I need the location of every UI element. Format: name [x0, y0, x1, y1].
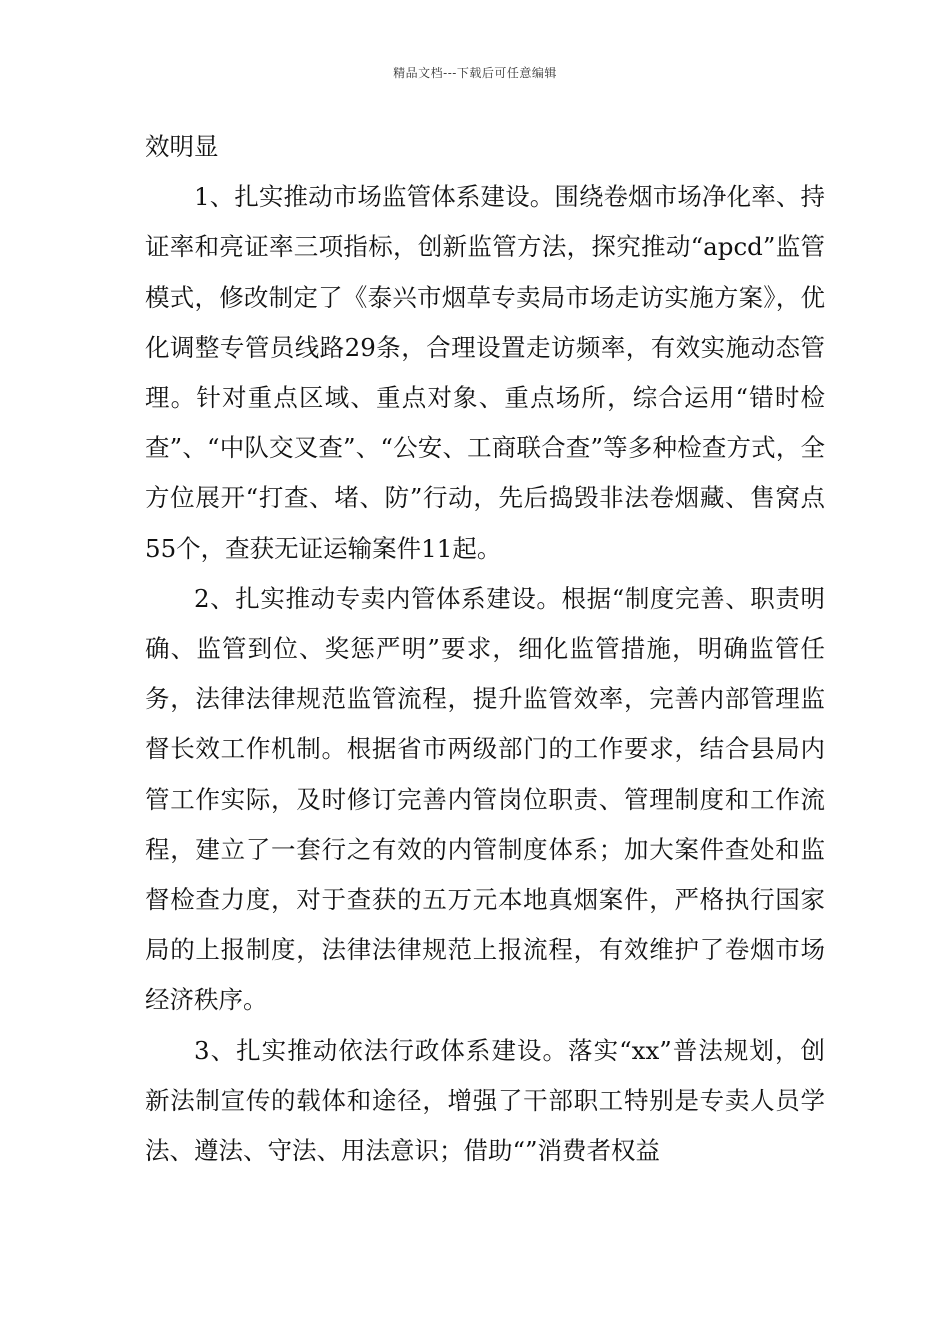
paragraph-continuation: 效明显	[145, 132, 219, 161]
paragraph-market-supervision: 1、扎实推动市场监管体系建设。围绕卷烟市场净化率、持证率和亮证率三项指标，创新监管方法，探究推动“apcd”监管模式，修改制定了《泰兴市烟草专卖局市场走访实施方案》，优化调整专管员线路29条，合理设置走访频率，有效实施动态管理。针对重点区域、重点对象、重点场所，综合运用“错时检查”、“中队交叉查”、“公安、工商联合查”等多种检查方式，全方位展开“打查、堵、防”行动，先后捣毁非法卷烟藏、售窝点55个，查获无证运输案件11起。	[145, 182, 825, 563]
document-body	[145, 122, 825, 1176]
paragraph-internal-management: 2、扎实推动专卖内管体系建设。根据“制度完善、职责明确、监管到位、奖惩严明”要求，细化监管措施，明确监管任务，法律法律规范监管流程，提升监管效率，完善内部管理监督长效工作机制。根据省市两级部门的工作要求，结合县局内管工作实际，及时修订完善内管岗位职责、管理制度和工作流程，建立了一套行之有效的内管制度体系；加大案件查处和监督检查力度，对于查获的五万元本地真烟案件，严格执行国家局的上报制度，法律法律规范上报流程，有效维护了卷烟市场经济秩序。	[145, 583, 825, 1015]
page-header: 精品文档---下载后可任意编辑	[393, 66, 557, 80]
paragraph-law-administration: 3、扎实推动依法行政体系建设。落实“xx”普法规划，创新法制宣传的载体和途径，增强了干部职工特别是专卖人员学法、遵法、守法、用法意识；借助“”消费者权益	[145, 1035, 825, 1166]
